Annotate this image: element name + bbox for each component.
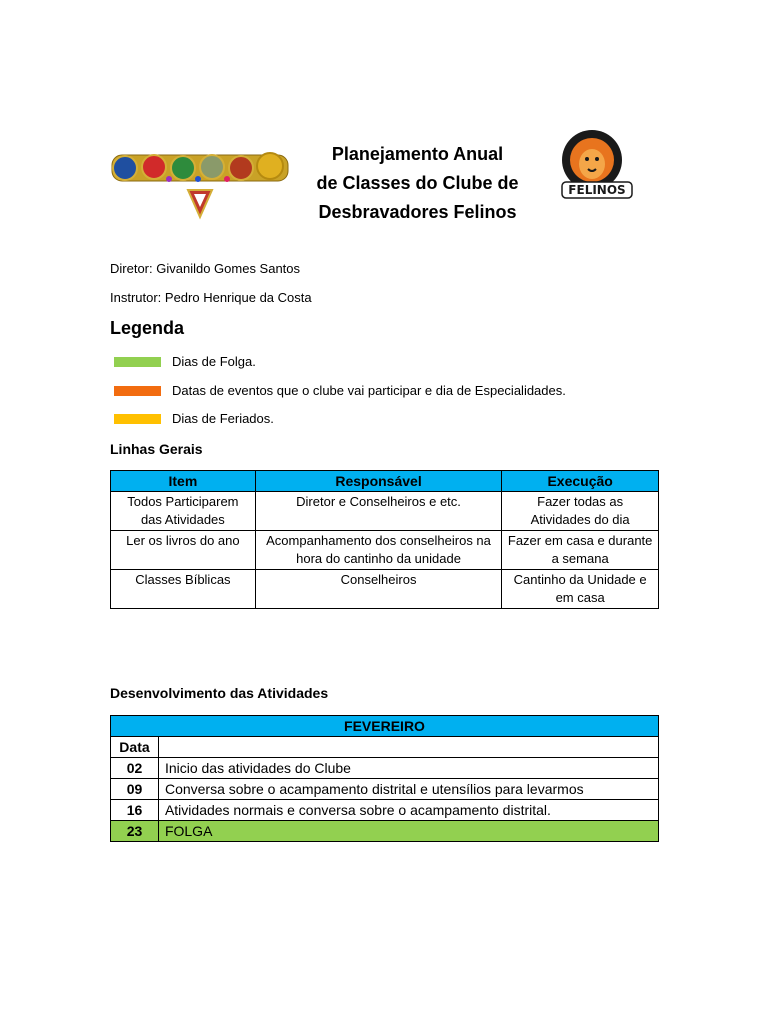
cell-item: Ler os livros do ano [111,531,256,570]
cell-execucao: Fazer todas as Atividades do dia [502,492,659,531]
table-row [111,531,659,570]
month-title: FEVEREIRO [111,716,659,737]
cell-execucao: Fazer em casa e durante a semana [502,531,659,570]
director-line: Diretor: Givanildo Gomes Santos [110,261,301,276]
cell-responsavel: Conselheiros [255,570,502,609]
felinos-lion-logo [556,130,636,202]
table-row [111,492,659,531]
header-responsavel: Responsável [255,471,502,492]
legend-swatch-folga [114,357,161,367]
activity-text: Inicio das atividades do Clube [158,758,658,779]
cell-responsavel: Diretor e Conselheiros e etc. [255,492,502,531]
table-row [111,779,659,800]
date-header-row [111,737,659,758]
legend-label-feriados: Dias de Feriados. [172,411,274,426]
logo-text: FELINOS [568,183,626,197]
table-row [111,758,659,779]
cell-responsavel: Acompanhamento dos conselheiros na hora do cantinho da unidade [255,531,502,570]
atividades-heading: Desenvolvimento das Atividades [110,685,329,701]
atividades-table [110,715,659,842]
activity-date: 16 [111,800,159,821]
cell-item: Todos Participarem das Atividades [111,492,256,531]
cell-item: Classes Bíblicas [111,570,256,609]
legend-label-eventos: Datas de eventos que o clube vai participar e dia de Especialidades. [172,383,566,398]
date-header: Data [111,737,159,758]
legend-swatch-eventos [114,386,161,396]
month-row [111,716,659,737]
title-line: Desbravadores Felinos [318,202,517,222]
linhas-gerais-heading: Linhas Gerais [110,441,203,457]
table-header-row [111,471,659,492]
activity-date: 23 [111,821,159,842]
header-execucao: Execução [502,471,659,492]
header-item: Item [111,471,256,492]
table-row [111,570,659,609]
date-header-blank [158,737,658,758]
legend-title: Legenda [110,318,185,338]
activity-text: Atividades normais e conversa sobre o acampamento distrital. [158,800,658,821]
cell-execucao: Cantinho da Unidade e em casa [502,570,659,609]
title-line: de Classes do Clube de [316,173,519,193]
table-row-folga [111,821,659,842]
table-row [111,800,659,821]
linhas-gerais-table [110,470,659,609]
instructor-line: Instrutor: Pedro Henrique da Costa [110,290,312,305]
title-line: Planejamento Anual [331,144,504,164]
activity-date: 02 [111,758,159,779]
activity-date: 09 [111,779,159,800]
class-badges-logo [110,145,290,225]
document-title [300,140,535,227]
legend-label-folga: Dias de Folga. [172,354,256,369]
activity-text: FOLGA [158,821,658,842]
legend-swatch-feriados [114,414,161,424]
activity-text: Conversa sobre o acampamento distrital e utensílios para levarmos [158,779,658,800]
